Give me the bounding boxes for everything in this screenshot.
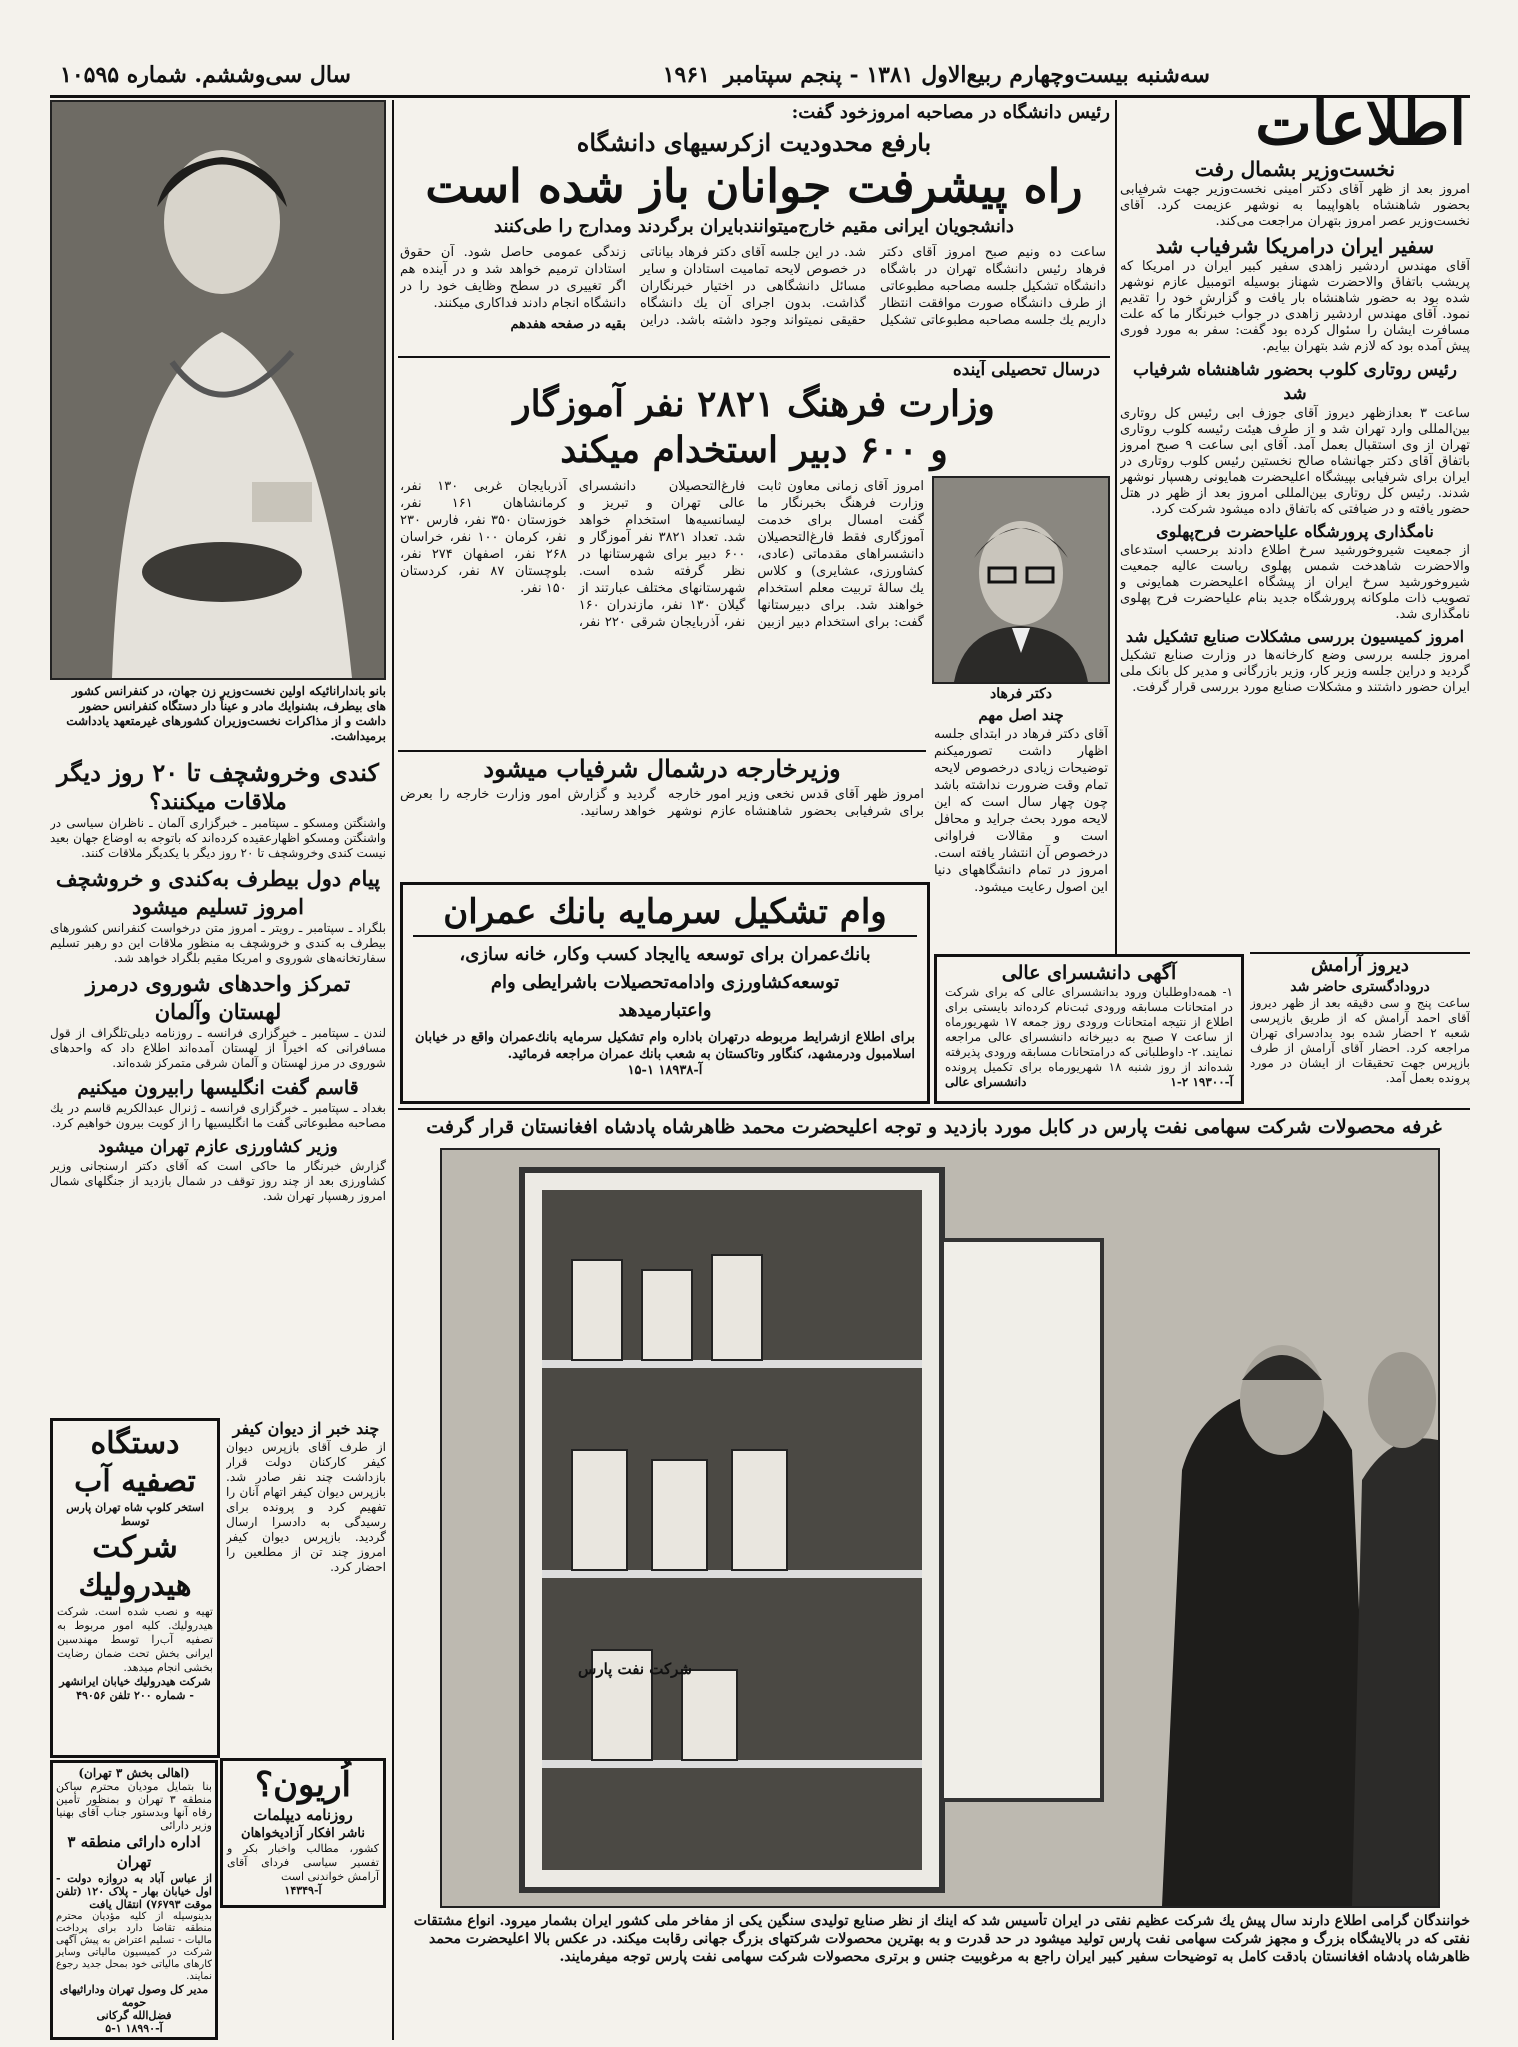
l5-body: گزارش خبرنگار ما حاکی است که آقای دکتر ارسنجانی وزیر کشاورزی بعد از چند روز توقف در شمال بازدید از جنگلهای شمال امروز رهسپار تهران شد.: [50, 1159, 386, 1203]
wf-tail: تهیه و نصب شده است. شرکت هیدرولیك. کلیه امور مربوط به تصفیه آب‌را توسط مهندسین ایرانی بخش تحت ضمان رضایت بخشی انجام میدهد.: [57, 1605, 213, 1674]
s6-headline: دیروز آرامش: [1311, 955, 1409, 976]
exhibit-caption: خوانندگان گرامی اطلاع دارند سال پیش یك شرکت عظیم نفتی در ایران تأسیس شد که اینك از نظر صنایع تولیدی سنگین یکی از مفاخر ملی کشور ایران بشمار میرود. انواع مشتقات نفتی که در بالایشگاه بزرگ و مجهز شرکت سهامی نفت پارس تولید میشود در حد قدرت و به بهترین محصولات شرکتهای بزرگ جهانی رقابت میکند. در عکس بالا اعلیحضرت محمد ظاهرشاه پادشاه افغانستان بادقت کامل به توضیحات سفیر کبیر ایران راجع به مرغوبیت جنس و برتری محصولات شرکت سهامی نفت پارس توجه میفرمایند.: [413, 1913, 1470, 1965]
orion-ref: آ-۱۴۳۴۹: [284, 1884, 322, 1897]
s4-headline: نامگذاری پرورشگاه علیاحضرت فرح‌پهلوی: [1156, 522, 1434, 541]
l1-head-b: ملاقات میکنند؟: [149, 789, 287, 815]
lead-body: [400, 244, 1106, 352]
wf-mid: استخر کلوپ شاه تهران پارس توسط: [66, 1501, 204, 1528]
tax-body-1: بنا بتمایل مودیان محترم ساکن منطقه ۳ تهران و بمنظور تأمین رفاه آنها وبدستور جناب آقای بهنیا وزیر دارائی: [56, 1780, 212, 1832]
bandaranaike-photo: [50, 100, 386, 680]
bank-ad-title: وام تشکیل سرمایه بانك عمران: [413, 889, 917, 937]
bank-ad: [400, 882, 930, 1104]
s5-headline: امروز کمیسیون بررسی مشکلات صنایع تشکیل شد: [1125, 627, 1465, 646]
s6-body: ساعت پنج و سی دقیقه بعد از ظهر دیروز آقای احمد آرامش که از طریق بازپرسی شعبه ۲ احضار شده بود بدادسرای تهران مراجعه کرد. احضار آقای آرامش از طرف بازپرس جهت تحقیقات از ایشان در مورد پرونده بعمل آمد.: [1250, 996, 1470, 1085]
lead-continued: بقیه در صفحه هفدهم: [510, 317, 626, 332]
farhad-side-head: چند اصل مهم: [978, 706, 1064, 724]
l5-head: وزیر کشاورزی عازم تهران میشود: [98, 1137, 338, 1157]
lead-headline: راه پیشرفت جوانان باز شده است: [425, 159, 1083, 213]
bank-ad-small: برای اطلاع ازشرایط مربوطه درتهران باداره وام تشکیل سرمایه بانك‌عمران واقع در خیابان اسلامبول ودرمشهد، کنگاور وتاکستان به شعب بانك عمران مراجعه فرمائید.: [415, 1030, 915, 1062]
tax-title: اداره دارائی منطقه ۳ تهران: [67, 1833, 201, 1871]
s5-body: امروز جلسه بررسی وضع کارخانه‌ها در وزارت صنایع تشکیل گردید و دراین جلسه وزیر کار، وزیر بازرگانی و مدیر کل بانک ملی ایران حضور داشتند و مشکلات صنایع مورد بررسی قرار گرفت.: [1120, 648, 1470, 695]
column-rule: [1115, 100, 1117, 1045]
shelf-label: شرکت نفت پارس: [578, 1660, 692, 1678]
orion-ad: [220, 1758, 386, 1908]
s2-body: آقای مهندس اردشیر زاهدی سفیر کبیر ایران در امریکا که پریشب باتفاق والاحضرت شهناز بوسیله اتومبیل عازم نوشهر شده بود به حضور شاهنشاه بار یافت و گزارش خود را تقدیم نمود. آقای مهندس اردشیر زاهدی در جواب خبرنگار ما که علت مسافرت ایشان را سئوال کرده بود گفت: سفر به مورد فوری پیش آمده بود که لازم شد بتهران بیایم.: [1120, 259, 1470, 354]
tax-sign-1: مدیر کل وصول تهران وداراثیهای حومه: [59, 1983, 209, 2009]
wf-word-1: دستگاه: [90, 1426, 180, 1461]
l3-body: لندن ـ سپتامبر ـ خبرگزاری فرانسه ـ روزنامه دیلی‌تلگراف از قول مسافرانی که اخیراً از لهستان آمده‌اند اطلاع داد که واحدهای شوروی در مرز لهستان و آلمان شرقی متمرکز شده‌اند.: [50, 1026, 386, 1070]
notice-ref: آ-۱۹۳۰۰ ۲-۱: [1170, 1075, 1233, 1089]
bandaranaike-caption: بانو باندارانائیکه اولین نخست‌وزیر زن جهان، در کنفرانس کشور های بیطرف، بشنوایك مادر و عیناً دار دستگاه کنفرانس حضور داشت و از مذاکرات نخست‌وزیران کشورهای غیرمتعهد یادداشت برمیداشت.: [66, 684, 386, 743]
dr-farhad-caption: دکتر فرهاد: [989, 686, 1053, 702]
tax-top: (اهالی بخش ۳ تهران): [78, 1766, 190, 1780]
wf-word-3: شرکت: [92, 1530, 178, 1565]
column-rule: [392, 100, 394, 1120]
tax-body-2: از عباس آباد به دروازه دولت - اول خیابان بهار - پلاک ۱۲۰ (تلفن موقت ۷۶۷۹۳) انتقال یافت: [56, 1872, 212, 1911]
l4-body: بغداد ـ سپتامبر ـ خبرگزاری فرانسه ـ ژنرال عبدالکریم قاسم در یك مصاحبه مطبوعاتی گفت ما انگلیسیها را از کویت بیرون خواهیم کرد.: [50, 1101, 386, 1130]
bank-ad-ref: آ-۱۸۹۳۸ ۱-۱۵: [627, 1063, 703, 1078]
masthead: اطلاعات: [1255, 92, 1466, 156]
ministry-headline-2: و ۶۰۰ دبیر استخدام میکند: [560, 429, 948, 471]
bandaranaike-illustration: [52, 102, 384, 678]
tax-sign-2: فضل‌الله گرکانی: [96, 2009, 172, 2022]
university-notice: [934, 954, 1244, 1104]
ministry-kicker: درسال تحصیلی آینده: [952, 360, 1100, 380]
left-news: [50, 758, 386, 1418]
lead-kicker: رئیس دانشگاه در مصاحبه امروزخود گفت:: [791, 102, 1110, 123]
notice-body: ۱- همه‌داوطلبان ورود بدانشسرای عالی که برای شرکت در امتحانات مسابقه ورودی ثبت‌نام کرده‌اند بایستی برای اطلاع از نتیجه امتحانات ورودی روز جمعه ۱۷ شهریورماه از ساعت ۷ صبح به دبیرخانه دانشسرای عالی مراجعه نمایند. ۲- داوطلبانی که درامتحانات مسابقه ورودی پذیرفته شده‌اند از روز شنبه ۱۸ شهریورماه برای تکمیل پرونده: [945, 985, 1233, 1074]
s1-body: امروز بعد از ظهر آقای دکتر امینی نخست‌وزیر جهت شرفیابی بحضور شاهنشاه باهواپیما به نوشهر عزیمت کرد. آقای نخست‌وزیر عصر امروز بتهران مراجعت می‌کند.: [1120, 182, 1470, 229]
exhibit-photo-illustration: [442, 1150, 1438, 1906]
ministry-body: امروز آقای زمانی معاون ثابت وزارت فرهنگ بخبرنگار ما گفت امسال برای خدمت آموزگاری فقط فارغ‌التحصیلان دانشسراهای مقدماتی (عادی، کشاورزی، عشایری) و کلاس یك سالهٔ تربیت معلم استخدام خواهند شد. برای دبیرستانها گفت: برای استخدام دبیر ازبین فارغ‌التحصیلان دانشسرای عالی تهران و تبریز و لیسانسیه‌ها استخدام خواهد شد. تعداد ۳۸۲۱ نفر آموزگار و ۶۰۰ دبیر برای شهرستانها در نظر گرفته شده است. شهرستانهای مختلف عبارتند از گیلان ۱۳۰ نفر، مازندران ۱۶۰ نفر، آذربایجان شرقی ۲۲۰ نفر، آذربایجان غربی ۱۳۰ نفر، کرمانشاهان ۱۶۱ نفر، خوزستان ۳۵۰ نفر، فارس ۲۳۰ نفر، کرمان ۱۰۰ نفر، خراسان ۲۶۸ نفر، اصفهان ۲۷۴ نفر، بلوچستان ۸۷ نفر، کردستان ۱۵۰ نفر.: [400, 479, 924, 630]
wf-address: شرکت هیدرولیك خیابان ایرانشهر - شماره ۲۰۰ تلفن ۴۹۰۵۶: [59, 1675, 211, 1702]
page-number: ۱۹۶۱: [662, 62, 710, 88]
water-filter-ad: [50, 1418, 220, 1758]
rule: [398, 356, 1110, 358]
lead-body-text: ساعت ده ونیم صبح امروز آقای دکتر فرهاد رئیس دانشگاه تهران در باشگاه دانشگاه تشکیل جلسه مصاحبه مطبوعاتی از طرف دانشگاه صورت موافقت انتظار داریم یك جلسه مصاحبه مطبوعاتی تشکیل شد. در این جلسه آقای دکتر فرهاد بیاناتی در خصوص لایحه تمامیت استادان و سایر مسائل دانشگاهی در اختیار خبرنگاران گذاشت. بدون اجرای آن یك دانشگاه حقیقی نمیتواند وجود داشته باشد. دراین زندگی عمومی حاصل شود. آن حقوق استادان ترمیم خواهد شد و در آینده هم اگر تغییری در سطح وظایف خود را در دانشگاه انجام دادند فداکاری میکنند.: [400, 245, 1106, 328]
exhibit-photo: [440, 1148, 1440, 1908]
s3-headline: رئیس روتاری کلوب بحضور شاهنشاه شرفیاب شد: [1133, 360, 1457, 404]
s1-headline: نخست‌وزیر بشمال رفت: [1194, 157, 1396, 181]
orion-body: کشور، مطالب واخبار بکر و تفسیر سیاسی فردای آقای آرامش خواندنی است: [227, 1842, 379, 1883]
tax-office-ad: [50, 1760, 218, 2040]
notice-footer: [945, 1075, 1233, 1089]
rule: [398, 1108, 1470, 1110]
date-line: سه‌شنبه بیست‌وچهارم ربیع‌الاول ۱۳۸۱ - پنجم سپتامبر: [723, 62, 1210, 88]
exhibit-headline: غرفه محصولات شرکت سهامی نفت پارس در کابل مورد بازدید و توجه اعلیحضرت محمد ظاهرشاه پادشاه افغانستان قرار گرفت: [426, 1116, 1442, 1138]
l3-head-a: تمرکز واحدهای شوروی درمرز: [85, 971, 351, 996]
s2-headline: سفیر ایران درامریکا شرفیاب شد: [1155, 234, 1435, 258]
issue-number: سال سی‌وششم. شماره ۱۰۵۹۵: [60, 62, 351, 88]
rule: [398, 750, 926, 752]
farhad-side-body: آقای دکتر فرهاد در ابتدای جلسه اظهار داشت تصورمیکنم توضیحات زیادی درخصوص لایحه تمام وقت ضرورت نداشته باشد چون چهار سال است که این لایحه مورد بحث جراید و محافل است و مقالات فراوانی درخصوص آن انتشار یافته است. امروز در تمام دانشگاههای دنیا این اصول رعایت میشود.: [934, 727, 1108, 895]
aramesh-story: [1250, 952, 1470, 1104]
fm-body: امروز ظهر آقای قدس نخعی وزیر امور خارجه برای شرفیابی بحضور شاهنشاه عازم نوشهر گردید و گزارش امور وزارت خارجه را بعرض خواهد رسانید.: [400, 787, 924, 819]
l1-head-a: کندی وخروشچف تا ۲۰ روز دیگر: [57, 758, 379, 787]
notice-title: آگهی دانشسرای عالی: [1001, 962, 1177, 984]
l2-head-b: امروز تسلیم میشود: [132, 894, 304, 919]
tax-body-3: بدینوسیله از کلیه مؤدیان محترم منطقه تقاضا دارد برای پرداخت مالیات - تسلیم اعتراض به پیش آگهی شرکت در کمیسیون مالیاتی وسایر کارهای مالیاتی خود بمحل جدید رجوع نمایند.: [56, 1911, 212, 1982]
orion-line-2: ناشر افکار آزادیخواهان: [241, 1826, 365, 1841]
l6-head: چند خبر از دیوان کیفر: [232, 1419, 380, 1438]
l6-block: [226, 1418, 386, 1758]
column-rule: [392, 1120, 394, 2040]
orion-logo: اُریون؟: [255, 1765, 351, 1805]
s3-body: ساعت ۳ بعدازظهر دیروز آقای جوزف ابی رئیس کل روتاری بین‌المللی وارد تهران شد و از طرف هیئت رئیسه کلوب روتاری تهران از وی استقبال بعمل آمد. آقای ابی ساعت ۹ صبح امروز باتفاق آقای دکتر جهانشاه صالح نخستین رئیس کلوب روتاری در ایران برای شرفیابی بپیشگاه اعلیحضرت همایونی رهسپار نوشهر شدند. رئیس کل روتاری بین‌المللی امروز بعد از ظهر در هتل حضور یافته و در ضیافتی که باتفاق داده میشود شرکت کرد.: [1120, 406, 1470, 517]
orion-line-1: روزنامه دیپلمات: [253, 1806, 353, 1824]
bank-ad-line-1: بانك‌عمران برای توسعه یاایجاد کسب وکار، خانه سازی،: [459, 944, 871, 965]
lead-subhead: بارفع محدودیت ازکرسیهای دانشگاه: [576, 128, 932, 157]
l2-head-a: پیام دول بیطرف به‌کندی و خروشچف: [55, 866, 381, 891]
l2-body: بلگراد ـ سپتامبر ـ رویتر ـ امروز متن درخواست کنفرانس کشورهای بیطرف به کندی و خروشچف به منظور ملاقات این دو رهبر تسلیم سفارتخانه‌های شوروی و امریکا مقیم بلگراد خواهد شد.: [50, 921, 386, 965]
wf-word-2: تصفیه آب: [74, 1464, 196, 1499]
notice-sign: دانشسرای عالی: [945, 1075, 1027, 1089]
l3-head-b: لهستان وآلمان: [154, 999, 282, 1024]
tax-ref: آ-۱۸۹۹۰ ۱-۵: [105, 2022, 163, 2035]
dr-farhad-photo: [932, 476, 1110, 684]
wf-word-4: هیدرولیك: [78, 1568, 192, 1603]
ministry-headline-1: وزارت فرهنگ ۲۸۲۱ نفر آموزگار: [513, 383, 995, 425]
right-column: [1120, 156, 1470, 956]
fm-headline: وزیرخارجه درشمال شرفیاب میشود: [483, 754, 841, 783]
bank-ad-line-3: واعتبارمیدهد: [618, 1000, 712, 1021]
s4-body: از جمعیت شیروخورشید سرخ اطلاع دادند برحسب استدعای والاحضرت شاهدخت شمس پهلوی ریاست عالیه جمعیت شیروخورشید سرخ ایران از پیشگاه اعلیحضرت همایونی و تصویب ذات ملوکانه پرورشگاه جدید بنام علیاحضرت فرح پهلوی نامگذاری شد.: [1120, 543, 1470, 622]
s6-sub: درودادگستری حاضر شد: [1290, 979, 1430, 995]
l6-body: از طرف آقای بازپرس دیوان کیفر کارکنان دولت قرار بازداشت چند نفر صادر شد. بازپرس دیوان کیفر اتهام آنان را تفهیم کرد و پرونده برای رسیدگی به دادسرا ارسال گردید. بازپرس دیوان کیفر امروز چند تن از مطلعین را احضار کرد.: [226, 1440, 386, 1574]
l4-head: قاسم گفت انگلیسها رابیرون میکنیم: [77, 1077, 359, 1099]
bank-ad-line-2: توسعه‌کشاورزی وادامه‌تحصیلات باشرایطی وام: [490, 972, 840, 993]
lead-deck: دانشجویان ایرانی مقیم خارج‌میتوانندبایران برگردند ومدارج را طی‌کنند: [494, 216, 1014, 237]
portrait-illustration: [934, 478, 1108, 682]
l1-body: واشنگتن ومسکو ـ سپتامبر ـ خبرگزاری آلمان ـ ناظران سیاسی در واشنگتن ومسکو اظهارعقیده کرده‌اند که باتوجه به اوضاع جهان بعید نیست کندی وخروشچف تا ۲۰ روز دیگر با یکدیگر ملاقات کنند.: [50, 816, 386, 860]
